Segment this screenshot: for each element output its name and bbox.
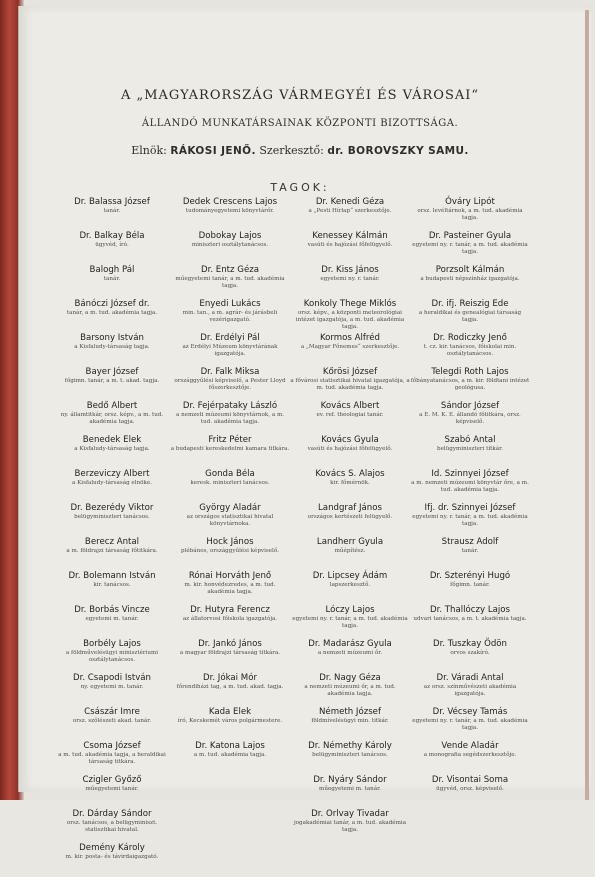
member-description: földmívelésügyi min. titkár. (311, 718, 389, 724)
member-description: egyetemi ny. r. tanár, a m. tud. akadémia tagja. (292, 616, 408, 629)
member-entry (410, 741, 530, 775)
member-entry (52, 639, 172, 673)
member-entry (170, 673, 290, 707)
member-entry (170, 299, 290, 333)
member-name: Id. Szinnyei József (431, 469, 509, 479)
member-name: Dr. Balassa József (74, 197, 150, 207)
szerk-name: dr. BOROVSZKY SAMU. (327, 145, 469, 157)
member-name: Csoma József (83, 741, 141, 751)
member-name: Vende Aladár (441, 741, 499, 751)
member-name: Dr. Falk Miksa (200, 367, 260, 377)
member-description: m. kir. honvédezredes, a m. tud. akadémia tagja. (184, 582, 276, 595)
member-name: Dr. Dárday Sándor (72, 809, 152, 819)
member-entry (290, 775, 410, 809)
member-description: t. cz. kir. tanácsos, főiskolai min. osztálytanácsos. (423, 344, 517, 357)
member-name: Kovács S. Alajos (315, 469, 385, 479)
member-description: a magyar földrajzi társaság titkára. (179, 650, 281, 656)
member-name: Landgraf János (318, 503, 382, 513)
member-description: a nemzeti múzeumi őr, a m. tud. akadémia tagja. (304, 684, 396, 697)
member-entry (410, 367, 530, 401)
member-description: az állatorvosi főiskola igazgatója. (182, 616, 278, 622)
member-name: Dr. Tuszkay Ödön (432, 639, 508, 649)
member-entry (170, 503, 290, 537)
member-entry (290, 503, 410, 537)
member-description: a monografia segédszerkesztője. (423, 752, 517, 758)
member-description: műépítész. (334, 548, 366, 554)
member-description: orsz. képv., a központi meteorológiai intézet igazgatója, a m. tud. akadémia tagja. (295, 310, 405, 330)
member-description: orsz. levéltárnok, a m. tud. akadémia tagja. (417, 208, 523, 221)
members-column-4 (410, 197, 530, 809)
member-name: Császár Imre (84, 707, 140, 717)
elnok-name: RÁKOSI JENŐ. (170, 145, 256, 157)
member-description: tanár. (103, 276, 121, 282)
member-name: Kada Elek (208, 707, 252, 717)
member-name: Kormos Alfréd (319, 333, 381, 343)
member-entry (170, 435, 290, 469)
member-description: ny. államtitkár, orsz. képv., a m. tud. akadémia tagja. (60, 412, 164, 425)
member-entry (170, 537, 290, 571)
member-entry (410, 775, 530, 809)
member-name: Lóczy Lajos (325, 605, 375, 615)
member-name: Dr. Szterényi Hugó (429, 571, 511, 581)
member-name: Dr. Entz Géza (200, 265, 260, 275)
member-entry (290, 537, 410, 571)
member-description: a „Pesti Hírlap“ szerkesztője. (308, 208, 392, 214)
member-name: Dr. Orlvay Tivadar (311, 809, 389, 819)
member-name: Dr. Bolemann István (68, 571, 156, 581)
members-column-2 (170, 197, 290, 775)
member-name: Dr. Bezerédy Viktor (70, 503, 154, 513)
member-entry (170, 571, 290, 605)
member-name: Dr. Kenedi Géza (315, 197, 385, 207)
member-entry (290, 299, 410, 333)
member-name: Dr. Erdélyi Pál (200, 333, 260, 343)
member-description: tanár. (461, 548, 479, 554)
member-description: egyetemi ny. r. tanár. (320, 276, 380, 282)
member-description: udvari tanácsos, a m. t. akadémia tagja. (413, 616, 527, 622)
member-entry (170, 707, 290, 741)
member-description: a „Magyar Főnemes“ szerkesztője. (300, 344, 400, 350)
member-description: a fővárosi statisztikai hivatal igazgatója, a m. tud. akadémia tagja. (290, 378, 410, 391)
member-name: Dr. Némethy Károly (308, 741, 392, 751)
member-entry (410, 197, 530, 231)
member-description: miniszteri osztálytanácsos. (191, 242, 269, 248)
member-name: Németh József (318, 707, 381, 717)
member-entry (170, 197, 290, 231)
member-name: Óváry Lipót (445, 197, 495, 207)
member-entry (290, 639, 410, 673)
member-name: Bayer József (85, 367, 139, 377)
member-description: kir. tanácsos. (93, 582, 131, 588)
member-entry (290, 401, 410, 435)
member-entry (410, 605, 530, 639)
member-description: a földművelésügyi minisztériumi osztálytanácsos. (65, 650, 159, 663)
member-description: a m. nemzeti múzeumi könyvtár őre, a m. tud. akadémia tagja. (411, 480, 529, 493)
member-entry (170, 231, 290, 265)
member-description: tudományegyetemi könyvtárőr. (185, 208, 275, 214)
member-entry (170, 741, 290, 775)
members-column-1 (52, 197, 172, 877)
member-entry (290, 571, 410, 605)
member-name: György Aladár (199, 503, 261, 513)
member-name: Dr. Váradi Antal (436, 673, 504, 683)
szerk-label: Szerkesztő: (259, 144, 324, 157)
member-name: Bánóczi József dr. (74, 299, 150, 309)
member-entry (52, 503, 172, 537)
member-entry (410, 231, 530, 265)
member-description: vasúti és hajózási főfelügyelő. (307, 446, 393, 452)
member-description: az országos statisztikai hivatal könyvtárnoka. (186, 514, 274, 527)
member-description: a Kisfaludy-társaság tagja. (74, 344, 150, 350)
member-name: Kenessey Kálmán (312, 231, 388, 241)
member-name: Dobokay Lajos (198, 231, 262, 241)
member-name: Rónai Horváth Jenő (188, 571, 272, 581)
member-description: kir. főmérnök. (330, 480, 370, 486)
member-name: Balogh Pál (89, 265, 135, 275)
member-description: orsz. szőlészeti akad. tanár. (72, 718, 152, 724)
member-name: Hock János (206, 537, 254, 547)
member-entry (290, 231, 410, 265)
member-description: műegyetemi m. tanár. (319, 786, 381, 792)
member-name: Konkoly Thege Miklós (303, 299, 397, 309)
member-entry (52, 843, 172, 877)
member-entry (410, 537, 530, 571)
member-entry (410, 401, 530, 435)
member-name: Berecz Antal (84, 537, 140, 547)
page-title: A „MAGYARORSZÁG VÁRMEGYÉI ÉS VÁROSAI“ (120, 88, 480, 103)
member-name: Dr. Thallóczy Lajos (429, 605, 511, 615)
member-entry (410, 673, 530, 707)
member-entry (410, 707, 530, 741)
member-name: Dr. ifj. Reiszig Ede (431, 299, 509, 309)
member-entry (170, 605, 290, 639)
member-description: tanár, a m. tud. akadémia tagja. (66, 310, 158, 316)
member-entry (290, 435, 410, 469)
member-description: egyetemi ny. r. tanár, a m. tud. akadémia tagja. (412, 514, 528, 527)
member-description: belügyminiszteri tanácsos. (74, 514, 150, 520)
member-name: Dr. Nyáry Sándor (313, 775, 387, 785)
member-name: Demény Károly (79, 843, 145, 853)
member-name: Kovács Albert (320, 401, 380, 411)
member-name: Landherr Gyula (316, 537, 384, 547)
member-description: a budapesti kereskedelmi kamara titkára. (170, 446, 290, 452)
member-description: orsz. tanácsos, a belügyminiszt. statisztikai hivatal. (66, 820, 158, 833)
member-name: Dr. Fejérpataky László (182, 401, 278, 411)
member-description: az Erdélyi Múzeum könyvtárának igazgatója. (182, 344, 278, 357)
member-description: országos kertészeti felügyelő. (307, 514, 393, 520)
member-name: Kőrösi József (322, 367, 378, 377)
member-name: Dr. Csapodi István (72, 673, 152, 683)
member-description: főbányatanácsos, a m. kir. földtani intézet geológusa. (410, 378, 530, 391)
member-name: Telegdi Roth Lajos (431, 367, 509, 377)
member-description: a Kisfaludy-társaság elnöke. (72, 480, 152, 486)
member-description: országgyűlési képviselő, a Pester Lloyd főszerkesztője. (174, 378, 286, 391)
member-entry (170, 333, 290, 367)
member-entry (52, 707, 172, 741)
member-description: jogakadémiai tanár, a m. tud. akadémia tagja. (293, 820, 407, 833)
member-description: az orsz. színművészeti akadémia igazgatója. (423, 684, 517, 697)
member-description: a budapesti népszínház igazgatója. (420, 276, 520, 282)
member-description: a nemzeti múzeumi őr. (317, 650, 383, 656)
member-description: főgimn. tanár, a m. t. akad. tagja. (64, 378, 160, 384)
member-entry (290, 741, 410, 775)
member-name: Enyedi Lukács (199, 299, 261, 309)
member-name: Dr. Rodiczky Jenő (433, 333, 507, 343)
member-description: plébános, országgyűlési képviselő. (181, 548, 279, 554)
member-entry (410, 265, 530, 299)
member-name: Dedek Crescens Lajos (182, 197, 278, 207)
member-description: lapszerkesztő. (329, 582, 371, 588)
member-description: műegyetemi tanár. (85, 786, 139, 792)
member-entry (290, 367, 410, 401)
member-description: a m. tud. akadémia tagja, a heraldikai társaság titkára. (58, 752, 166, 765)
member-name: Dr. Hutyra Ferencz (190, 605, 270, 615)
member-name: Dr. Madarász Gyula (308, 639, 392, 649)
member-entry (290, 265, 410, 299)
member-entry (290, 197, 410, 231)
member-name: Gonda Béla (205, 469, 255, 479)
member-name: Dr. Lipcsey Ádám (312, 571, 388, 581)
member-name: Dr. Jókai Mór (202, 673, 258, 683)
member-entry (170, 469, 290, 503)
member-entry (410, 503, 530, 537)
member-entry (290, 707, 410, 741)
member-entry (52, 469, 172, 503)
member-description: keresk. miniszteri tanácsos. (190, 480, 270, 486)
member-name: Szabó Antal (444, 435, 496, 445)
member-entry (290, 333, 410, 367)
member-entry (52, 367, 172, 401)
member-name: Berzeviczy Albert (74, 469, 150, 479)
member-description: főgimn. tanár. (450, 582, 490, 588)
member-entry (52, 435, 172, 469)
elnok-label: Elnök: (131, 144, 167, 157)
member-name: Dr. Visontai Soma (431, 775, 509, 785)
member-entry (290, 469, 410, 503)
member-description: ev. ref. theologiai tanár. (316, 412, 384, 418)
member-name: Strausz Adolf (441, 537, 499, 547)
member-description: ügyvéd, író. (95, 242, 129, 248)
member-entry (170, 265, 290, 299)
member-name: Barsony István (80, 333, 144, 343)
member-entry (410, 435, 530, 469)
member-name: Sándor József (440, 401, 500, 411)
member-entry (52, 197, 172, 231)
member-description: tanár. (103, 208, 121, 214)
member-entry (170, 367, 290, 401)
member-entry (52, 231, 172, 265)
member-name: Dr. Nagy Géza (319, 673, 381, 683)
member-entry (410, 469, 530, 503)
member-entry (410, 333, 530, 367)
page-edge (585, 10, 589, 800)
member-description: egyetemi ny. r. tanár, a m. tud. akadémia tagja. (412, 718, 528, 731)
member-name: Dr. Balkay Béla (79, 231, 145, 241)
member-description: egyetemi m. tanár. (85, 616, 139, 622)
member-entry (52, 571, 172, 605)
member-name: Kovács Gyula (321, 435, 379, 445)
member-name: Dr. Borbás Vincze (74, 605, 150, 615)
member-description: egyetemi ny. r. tanár, a m. tud. akadémia tagja. (412, 242, 528, 255)
member-name: Porzsolt Kálmán (435, 265, 505, 275)
member-name: Bedő Albert (86, 401, 138, 411)
member-description: ny. egyetemi m. tanár. (80, 684, 144, 690)
member-entry (52, 809, 172, 843)
member-name: Fritz Péter (208, 435, 252, 445)
officers-line (40, 144, 560, 157)
member-description: belügyminiszteri titkár. (437, 446, 503, 452)
member-entry (410, 639, 530, 673)
member-description: orvos szakíró. (450, 650, 490, 656)
member-entry (170, 401, 290, 435)
member-description: ügyvéd, orsz. képviselő. (436, 786, 504, 792)
member-name: Dr. Katona Lajos (195, 741, 265, 751)
member-entry (290, 605, 410, 639)
member-entry (52, 775, 172, 809)
members-heading: TAGOK: (270, 181, 330, 194)
member-name: Czigler Győző (82, 775, 142, 785)
member-description: műegyetemi tanár, a m. tud. akadémia tagja. (175, 276, 285, 289)
member-entry (52, 537, 172, 571)
member-entry (52, 299, 172, 333)
member-entry (290, 673, 410, 707)
member-entry (52, 265, 172, 299)
member-entry (410, 299, 530, 333)
member-entry (170, 639, 290, 673)
member-name: Ifj. dr. Szinnyei József (424, 503, 516, 513)
member-name: Dr. Jankó János (198, 639, 262, 649)
member-entry (410, 571, 530, 605)
member-name: Borbély Lajos (83, 639, 141, 649)
member-entry (290, 809, 410, 843)
member-name: Dr. Vécsey Tamás (432, 707, 508, 717)
member-description: vasúti és hajózási főfelügyelő. (307, 242, 393, 248)
member-entry (52, 333, 172, 367)
member-entry (52, 401, 172, 435)
member-name: Dr. Pasteiner Gyula (428, 231, 512, 241)
member-name: Dr. Kiss János (321, 265, 379, 275)
member-name: Benedek Elek (82, 435, 142, 445)
member-description: belügyminiszteri tanácsos. (312, 752, 388, 758)
member-entry (52, 741, 172, 775)
members-column-3 (290, 197, 410, 843)
member-description: a nemzeti múzeumi könyvtárnok, a m. tud. akadémia tagja. (175, 412, 285, 425)
member-description: a Kisfaludy-társaság tagja. (74, 446, 150, 452)
member-description: író, Kecskemét város polgármestere. (177, 718, 283, 724)
member-description: a m. tud. akadémia tagja. (193, 752, 267, 758)
member-description: a heraldikai és genealógiai társaság tagja. (418, 310, 522, 323)
member-description: a E. M. K. E. állandó főtitkára, orsz. képviselő. (419, 412, 521, 425)
member-entry (52, 673, 172, 707)
member-entry (52, 605, 172, 639)
page-subtitle: ÁLLANDÓ MUNKATÁRSAINAK KÖZPONTI BIZOTTSÁGA. (141, 118, 459, 129)
member-description: főrendiházi tag, a m. tud. akad. tagja. (176, 684, 284, 690)
member-description: a m. földrajzi társaság főtitkára. (66, 548, 158, 554)
member-description: min. tan., a m. agrár- és járásbeli vezérigazgató. (182, 310, 278, 323)
member-description: m. kir. posta- és távirdaigazgató. (65, 854, 159, 860)
